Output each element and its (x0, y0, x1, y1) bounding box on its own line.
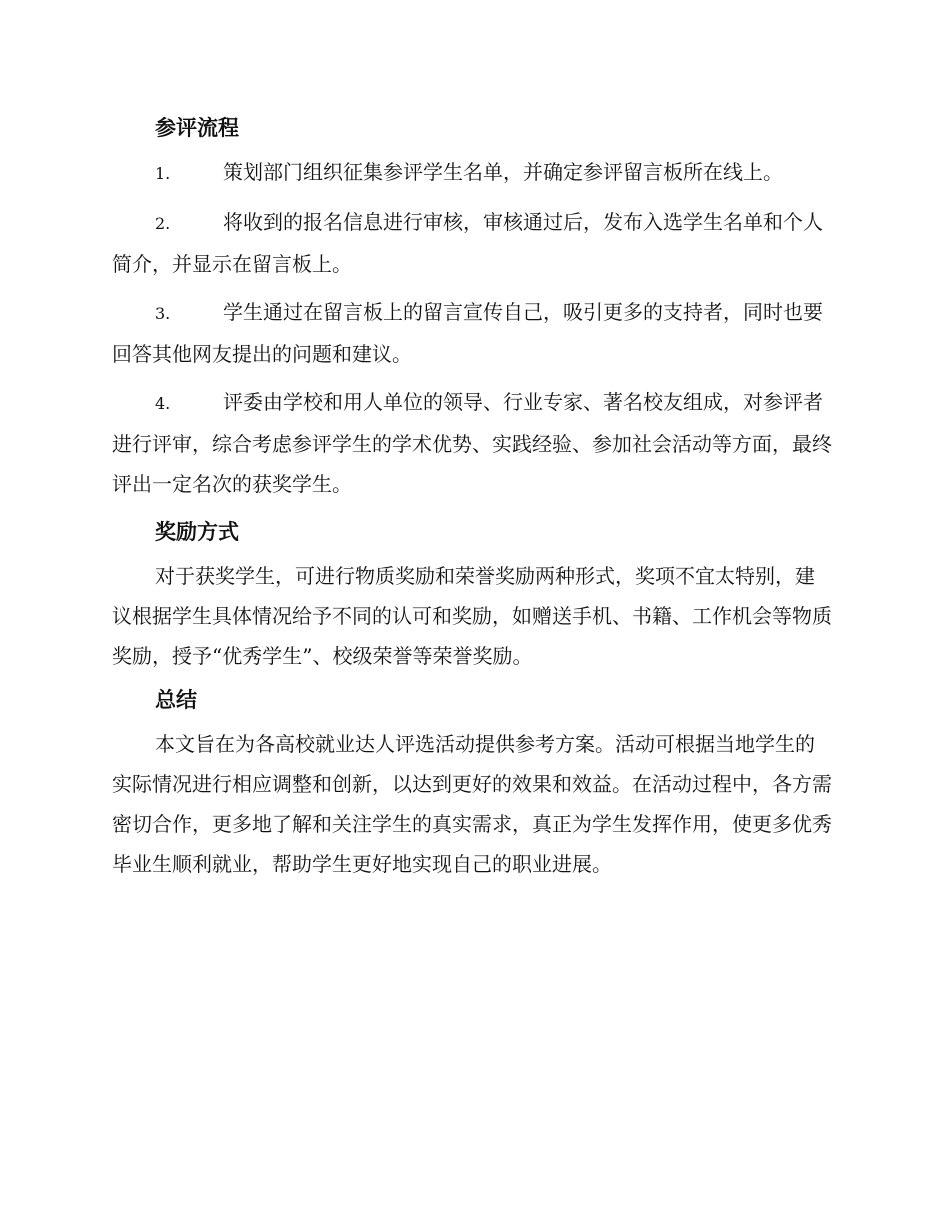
list-text: 将收到的报名信息进行审核，审核通过后，发布入选学生名单和个人简介，并显示在留言板上。 (112, 210, 823, 276)
list-item-4 (112, 382, 832, 504)
list-number: 3. (155, 304, 171, 323)
section-heading-rewards: 奖励方式 (155, 520, 239, 544)
section-heading-summary: 总结 (155, 688, 197, 712)
list-item-2 (112, 202, 832, 284)
list-text: 策划部门组织征集参评学生名单，并确定参评留言板所在线上。 (223, 160, 783, 184)
list-number: 2. (155, 214, 171, 233)
list-item-1 (112, 152, 832, 194)
rewards-paragraph: 对于获奖学生，可进行物质奖励和荣誉奖励两种形式，奖项不宜太特别，建议根据学生具体情况给予不同的认可和奖励，如赠送手机、书籍、工作机会等物质奖励，授予“优秀学生”、校级荣誉等荣誉奖励。 (112, 564, 832, 668)
list-number: 1. (155, 164, 171, 183)
list-text: 学生通过在留言板上的留言宣传自己，吸引更多的支持者，同时也要回答其他网友提出的问题和建议。 (112, 300, 823, 366)
list-item-3 (112, 292, 832, 374)
summary-paragraph: 本文旨在为各高校就业达人评选活动提供参考方案。活动可根据当地学生的实际情况进行相应调整和创新，以达到更好的效果和效益。在活动过程中，各方需密切合作，更多地了解和关注学生的真实需求，真正为学生发挥作用，使更多优秀毕业生顺利就业，帮助学生更好地实现自己的职业进展。 (112, 732, 832, 876)
list-text: 评委由学校和用人单位的领导、行业专家、著名校友组成，对参评者进行评审，综合考虑参评学生的学术优势、实践经验、参加社会活动等方面，最终评出一定名次的获奖学生。 (112, 390, 832, 496)
section-heading-process: 参评流程 (155, 116, 239, 140)
list-number: 4. (155, 394, 171, 413)
document-page (112, 108, 832, 888)
